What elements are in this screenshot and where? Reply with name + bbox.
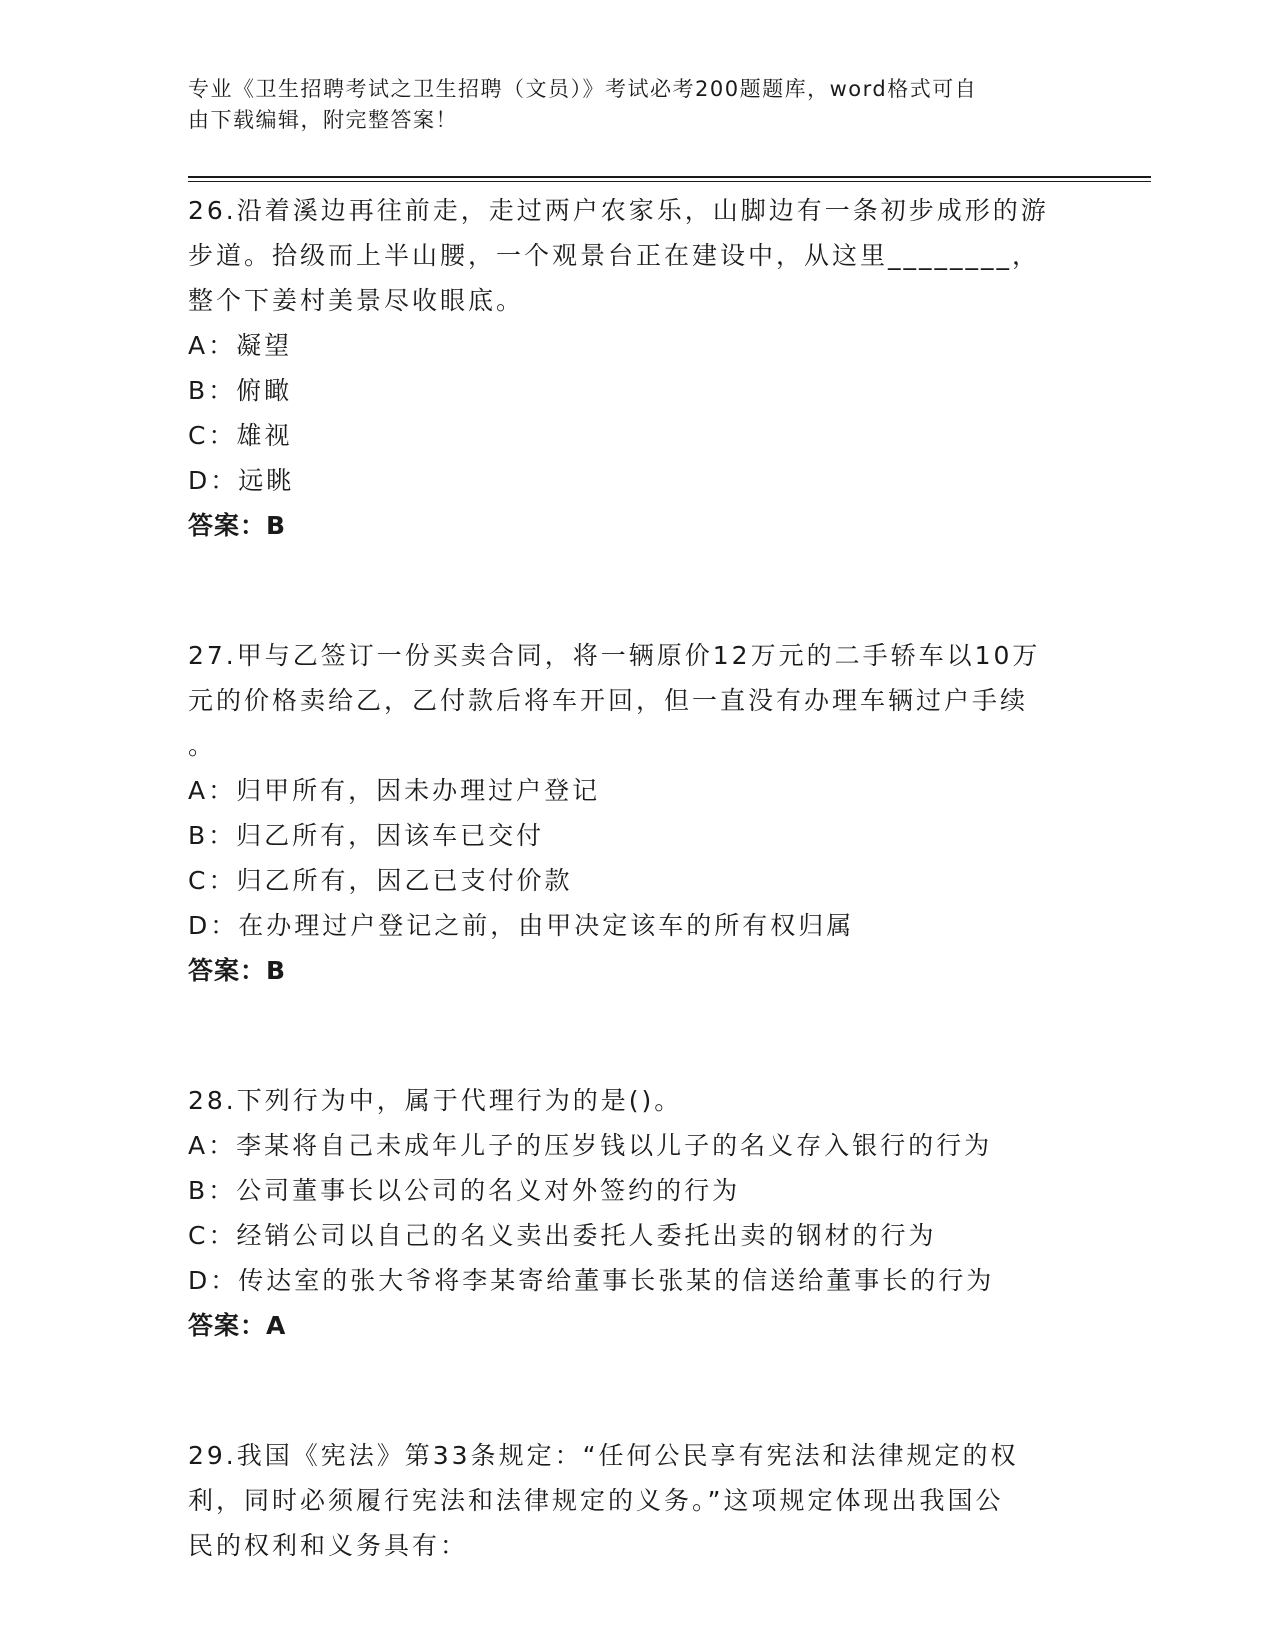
option-c: C：经销公司以自己的名义卖出委托人委托出卖的钢材的行为 <box>188 1221 937 1250</box>
answer-line: 答案：B <box>188 956 287 985</box>
question-stem-line: 元的价格卖给乙，乙付款后将车开回，但一直没有办理车辆过户手续 <box>188 686 1029 715</box>
option-d: D：在办理过户登记之前，由甲决定该车的所有权归属 <box>188 911 855 940</box>
question-spacer <box>188 1348 1088 1433</box>
question-stem-line: 。 <box>188 731 217 760</box>
option-a: A：凝望 <box>188 331 293 360</box>
option-b: B：俯瞰 <box>188 376 293 405</box>
header-line-1: 专业《卫生招聘考试之卫生招聘（文员）》考试必考200题题库，word格式可自 <box>188 77 978 101</box>
header-line-2: 由下载编辑，附完整答案！ <box>188 108 458 132</box>
question-stem-line: 28.下列行为中，属于代理行为的是()。 <box>188 1086 683 1115</box>
question-stem-line: 民的权利和义务具有： <box>188 1531 469 1560</box>
question-stem-line: 利，同时必须履行宪法和法律规定的义务。”这项规定体现出我国公 <box>188 1486 1004 1515</box>
header-divider-thick <box>188 176 1151 178</box>
option-a: A：归甲所有，因未办理过户登记 <box>188 776 601 805</box>
option-c: C：雄视 <box>188 421 293 450</box>
question-28 <box>188 1078 1088 1348</box>
question-spacer <box>188 548 1088 633</box>
option-b: B：公司董事长以公司的名义对外签约的行为 <box>188 1176 741 1205</box>
question-29 <box>188 1433 1088 1568</box>
question-stem-line: 27.甲与乙签订一份买卖合同，将一辆原价12万元的二手轿车以10万 <box>188 641 1041 670</box>
question-list <box>188 188 1088 1568</box>
option-d: D：远眺 <box>188 466 295 495</box>
question-stem-line: 29.我国《宪法》第33条规定：“任何公民享有宪法和法律规定的权 <box>188 1441 1019 1470</box>
question-stem-line: 26.沿着溪边再往前走，走过两户农家乐，山脚边有一条初步成形的游 <box>188 196 1049 225</box>
option-c: C：归乙所有，因乙已支付价款 <box>188 866 573 895</box>
document-header <box>188 74 1068 136</box>
question-26 <box>188 188 1088 548</box>
option-d: D：传达室的张大爷将李某寄给董事长张某的信送给董事长的行为 <box>188 1266 995 1295</box>
answer-line: 答案：B <box>188 511 287 540</box>
header-divider-thin <box>188 181 1151 182</box>
option-b: B：归乙所有，因该车已交付 <box>188 821 545 850</box>
option-a: A：李某将自己未成年儿子的压岁钱以儿子的名义存入银行的行为 <box>188 1131 993 1160</box>
answer-line: 答案：A <box>188 1311 287 1340</box>
question-stem-line: 整个下姜村美景尽收眼底。 <box>188 286 525 315</box>
question-spacer <box>188 993 1088 1078</box>
question-stem-line: 步道。拾级而上半山腰，一个观景台正在建设中，从这里________， <box>188 241 1041 270</box>
question-27 <box>188 633 1088 993</box>
